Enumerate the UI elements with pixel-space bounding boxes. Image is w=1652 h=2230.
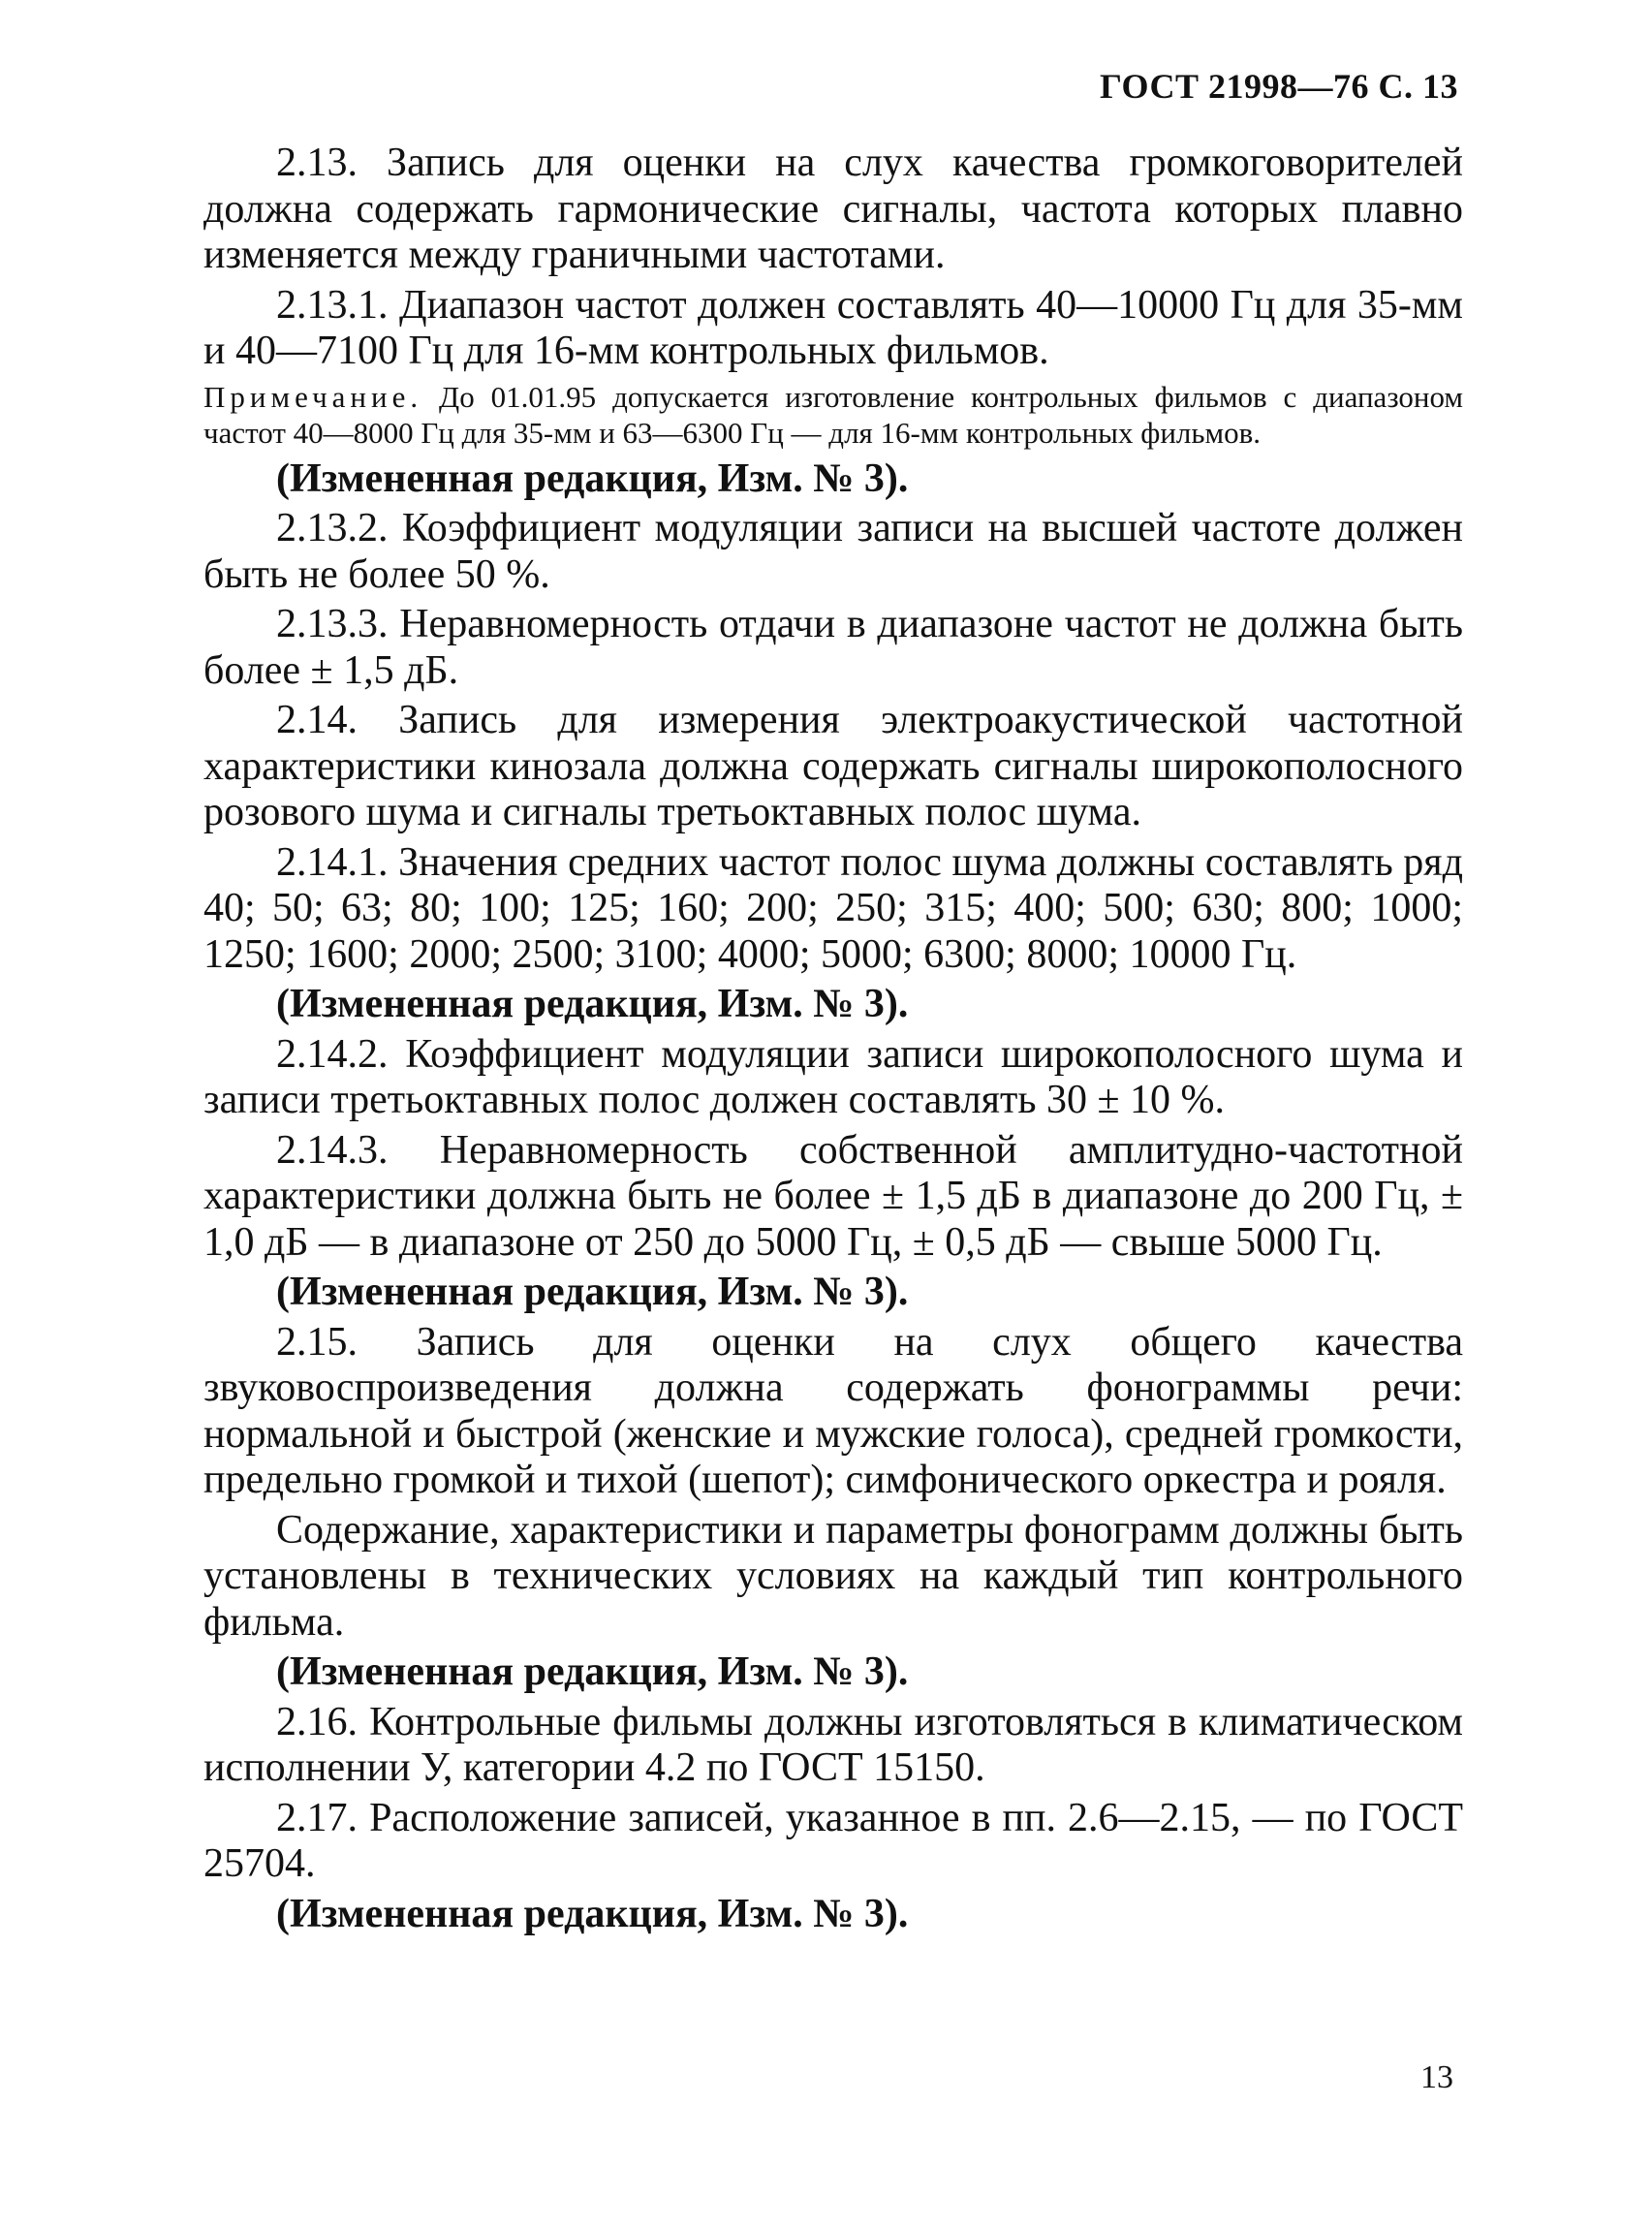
paragraph-2-14-1: 2.14.1. Значения средних частот полос шума должны составлять ряд 40; 50; 63; 80; 100; 125; 160; 200; 250; 315; 400; 500; 630; 800; 1000; 1250; 1600; 2000; 2500; 3100; 4000; 5000; 6300; 8000; 10000 Гц.	[203, 839, 1463, 977]
paragraph-2-17: 2.17. Расположение записей, указанное в пп. 2.6—2.15, — по ГОСТ 25704.	[203, 1795, 1463, 1886]
note-label: Примечание.	[203, 379, 423, 414]
paragraph-2-13: 2.13. Запись для оценки на слух качества громкоговорителей должна содержать гармонические сигналы, частота которых плавно изменяется между граничными частотами.	[203, 141, 1463, 277]
paragraph-2-15-content: Содержание, характеристики и параметры фонограмм должны быть установлены в технических условиях на каждый тип контрольного фильма.	[203, 1507, 1463, 1645]
paragraph-2-14: 2.14. Запись для измерения электроакустической частотной характеристики кинозала должна содержать сигналы широкополосного розового шума и сигналы третьоктавных полос шума.	[203, 698, 1463, 834]
note	[203, 379, 1463, 451]
paragraph-2-13-3: 2.13.3. Неравномерность отдачи в диапазоне частот не должна быть более ± 1,5 дБ.	[203, 602, 1463, 693]
amendment-note: (Измененная редакция, Изм. № 3).	[276, 1649, 909, 1694]
paragraph-2-14-2: 2.14.2. Коэффициент модуляции записи широкополосного шума и записи третьоктавных полос должен составлять 30 ± 10 %.	[203, 1031, 1463, 1122]
note-text: До 01.01.95 допускается изготовление контрольных фильмов с диапазоном частот 40—8000 Гц для 35-мм и 63—6300 Гц — для 16-мм контрольных фильмов.	[203, 379, 1463, 450]
page-number: 13	[1420, 2059, 1453, 2095]
amendment-note: (Измененная редакция, Изм. № 3).	[276, 982, 909, 1026]
paragraph-2-13-2: 2.13.2. Коэффициент модуляции записи на высшей частоте должен быть не более 50 %.	[203, 506, 1463, 597]
amendment-note: (Измененная редакция, Изм. № 3).	[276, 1891, 909, 1936]
amendment-note: (Измененная редакция, Изм. № 3).	[276, 455, 909, 501]
paragraph-2-14-3: 2.14.3. Неравномерность собственной амплитудно-частотной характеристики должна быть не более ± 1,5 дБ в диапазоне до 200 Гц, ± 1,0 дБ — в диапазоне от 250 до 5000 Гц, ± 0,5 дБ — свыше 5000 Гц.	[203, 1127, 1463, 1265]
paragraph-2-16: 2.16. Контрольные фильмы должны изготовляться в климатическом исполнении У, категории 4.2 по ГОСТ 15150.	[203, 1699, 1463, 1790]
amendment-note: (Измененная редакция, Изм. № 3).	[276, 1270, 909, 1314]
paragraph-2-15: 2.15. Запись для оценки на слух общего качества звуковоспроизведения должна содержать фонограммы речи: нормальной и быстрой (женские и мужские голоса), средней громкости, предельно громкой и тихой (шепот); симфонического оркестра и рояля.	[203, 1319, 1463, 1502]
page-header: ГОСТ 21998—76 С. 13	[1100, 67, 1458, 106]
document-body	[203, 141, 1463, 1941]
paragraph-2-13-1: 2.13.1. Диапазон частот должен составлять 40—10000 Гц для 35-мм и 40—7100 Гц для 16-мм контрольных фильмов.	[203, 282, 1463, 373]
